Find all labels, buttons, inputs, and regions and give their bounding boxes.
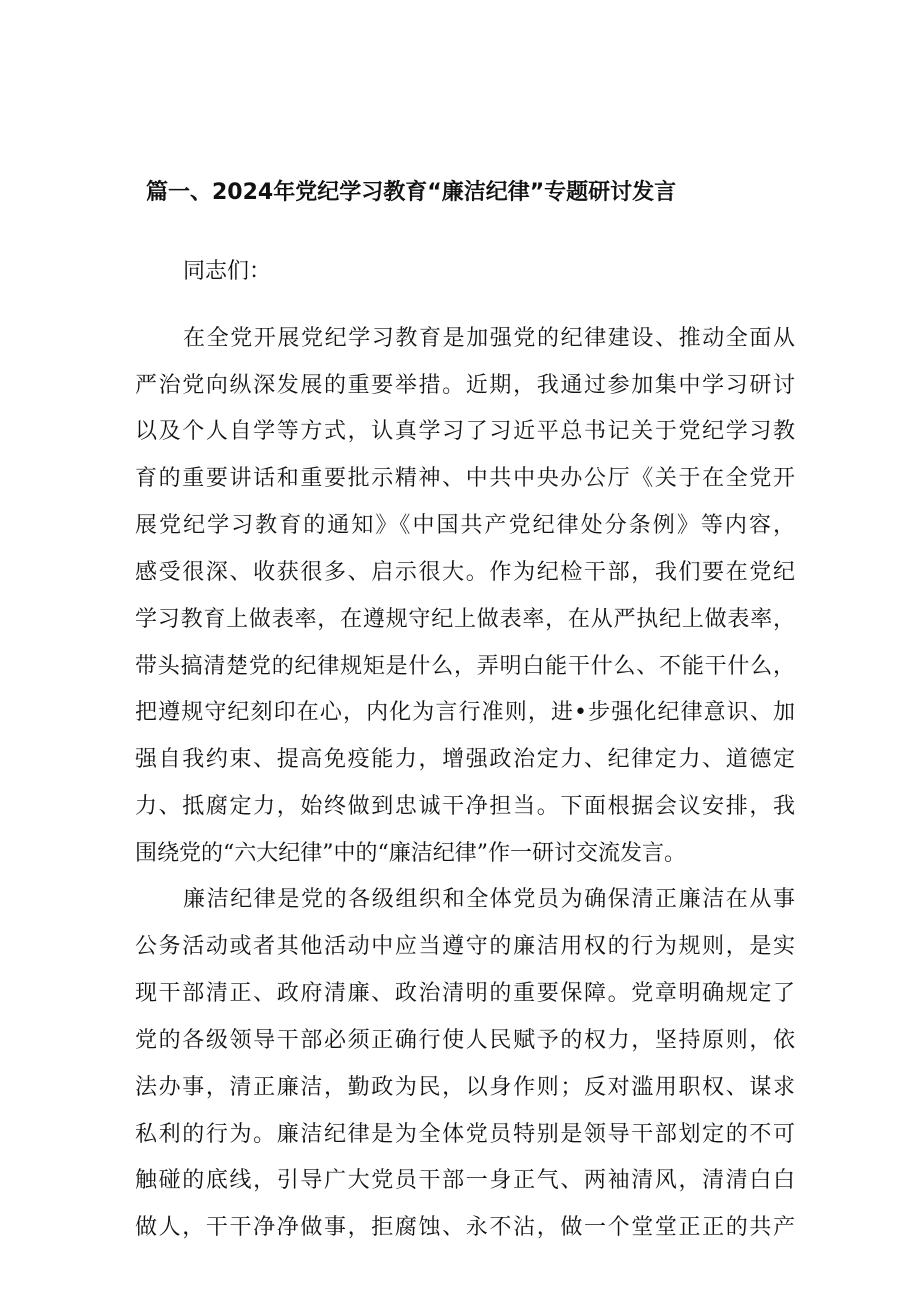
paragraph-line: 在全党开展党纪学习教育是加强党的纪律建设、推动全面从 xyxy=(183,326,795,351)
paragraph-line: 党的各级领导干部必须正确行使人民赋予的权力，坚持原则，依 xyxy=(135,1028,795,1053)
document-title: 篇一、2024年党纪学习教育“廉洁纪律”专题研讨发言 xyxy=(146,180,677,205)
paragraph-line: 以及个人自学等方式，认真学习了习近平总书记关于党纪学习教 xyxy=(135,419,795,444)
paragraph-line: 把遵规守纪刻印在心，内化为言行准则，进•步强化纪律意识、加 xyxy=(135,700,795,725)
paragraph-line: 强自我约束、提高免疫能力，增强政治定力、纪律定力、道德定 xyxy=(135,747,795,772)
paragraph-line: 育的重要讲话和重要批示精神、中共中央办公厅《关于在全党开 xyxy=(135,466,795,491)
paragraph-line: 触碰的底线，引导广大党员干部一身正气、两袖清风，清清白白 xyxy=(135,1168,795,1193)
paragraph-line: 围绕党的“六大纪律”中的“廉洁纪律”作一研讨交流发言。 xyxy=(135,841,686,866)
greeting: 同志们： xyxy=(183,259,272,284)
paragraph-line: 现干部清正、政府清廉、政治清明的重要保障。党章明确规定了 xyxy=(135,981,795,1006)
paragraph-line: 严治党向纵深发展的重要举措。近期，我通过参加集中学习研讨 xyxy=(135,373,795,398)
paragraph-line: 私利的行为。廉洁纪律是为全体党员特别是领导干部划定的不可 xyxy=(135,1122,795,1147)
paragraph-line: 公务活动或者其他活动中应当遵守的廉洁用权的行为规则，是实 xyxy=(135,934,795,959)
paragraph-line: 带头搞清楚党的纪律规矩是什么，弄明白能干什么、不能干什么， xyxy=(135,654,795,679)
paragraph-line: 展党纪学习教育的通知》《中国共产党纪律处分条例》等内容， xyxy=(135,513,795,538)
paragraph-line: 廉洁纪律是党的各级组织和全体党员为确保清正廉洁在从事 xyxy=(183,887,795,912)
paragraph-line: 做人，干干净净做事，拒腐蚀、永不沾，做一个堂堂正正的共产 xyxy=(135,1215,795,1240)
paragraph-line: 感受很深、收获很多、启示很大。作为纪检干部，我们要在党纪 xyxy=(135,560,795,585)
paragraph-line: 学习教育上做表率，在遵规守纪上做表率，在从严执纪上做表率， xyxy=(135,607,795,632)
paragraph-line: 法办事，清正廉洁，勤政为民，以身作则；反对滥用职权、谋求 xyxy=(135,1075,795,1100)
paragraph-line: 力、抵腐定力，始终做到忠诚干净担当。下面根据会议安排，我 xyxy=(135,794,795,819)
